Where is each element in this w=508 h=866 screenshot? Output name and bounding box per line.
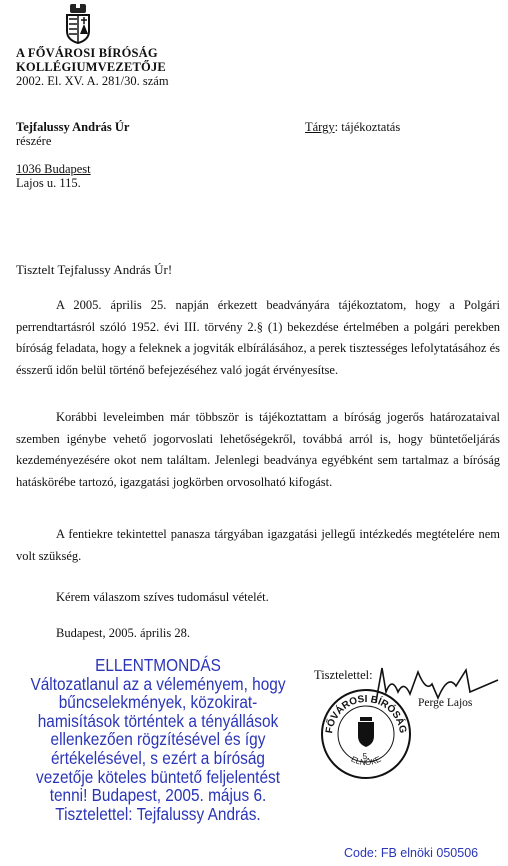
date-line: Budapest, 2005. április 28.: [56, 626, 191, 640]
coat-of-arms-icon: [64, 4, 92, 44]
signatory-name: Perge Lajos: [418, 697, 473, 709]
salutation: Tisztelt Tejfalussy András Úr!: [16, 262, 173, 277]
annotation-title: ELLENTMONDÁS: [95, 655, 221, 675]
subject-label: Tárgy: [305, 120, 335, 134]
seal-top-text: FŐVÁROSI BÍRÓSÁG: [324, 693, 408, 735]
recipient-name: Tejfalussy András Úr: [16, 120, 130, 134]
recipient-street: Lajos u. 115.: [16, 176, 81, 190]
annotation-block: [26, 656, 290, 823]
seal-number: 5.: [362, 752, 370, 761]
letterhead: [16, 46, 169, 88]
closing: Tisztelettel:: [314, 668, 373, 682]
recipient-for: részére: [16, 134, 52, 148]
reference-number: 2002. El. XV. A. 281/30. szám: [16, 74, 169, 88]
body-paragraph: Kérem válaszom szíves tudomásul vételét.: [56, 590, 269, 604]
recipient-block: [16, 120, 129, 190]
body-paragraph: A 2005. április 25. napján érkezett beadványára tájékoztatom, hogy a Polgári perrendtartásról szóló 1952. évi III. törvény 2.§ (1) bekezdése értelmében a polgári perekben bíróság feladata, hogy a feleknek a jogviták elbírálásához, a perek tisztességes lefolytatásához és ésszerű időn belül történő befejezéséhez való jogát érvényesítse.: [16, 298, 500, 377]
body-paragraph: A fentiekre tekintettel panasza tárgyában igazgatási jellegű intézkedés megtételére nem volt szükség.: [16, 527, 500, 563]
document-code: Code: FB elnöki 050506: [344, 846, 479, 860]
body-paragraph: Korábbi leveleimben már többször is tájékoztattam a bíróság jogerős határozataival szemben igénybe vehető jogorvoslati lehetőségekről, továbbá arról is, hogy büntetőeljárás kezdeményezésére okot nem találtam. Jelenlegi beadványa egyébként sem tartalmaz a bíróság hatáskörébe tartozó, igazgatási jogkörben orvosolható kifogást.: [16, 410, 500, 489]
recipient-postal: 1036 Budapest: [16, 162, 91, 176]
seal-bottom-text: ELNÖKE: [349, 754, 383, 768]
org-title: KOLLÉGIUMVEZETŐJE: [16, 60, 166, 74]
subject-line: [305, 120, 400, 135]
org-name: A FŐVÁROSI BÍRÓSÁG: [16, 46, 158, 60]
subject-value: : tájékoztatás: [334, 120, 401, 134]
annotation-body: Változatlanul az a véleményem, hogy bűncselekmények, közokirat-hamisítások történtek a tényállások ellenkezően rögzítésével és így értékelésével, s ezért a bíróság vezetője köteles büntető feljelentést tenni! Budapest, 2005. május 6. Tisztelettel: Tejfalussy András.: [30, 673, 286, 824]
